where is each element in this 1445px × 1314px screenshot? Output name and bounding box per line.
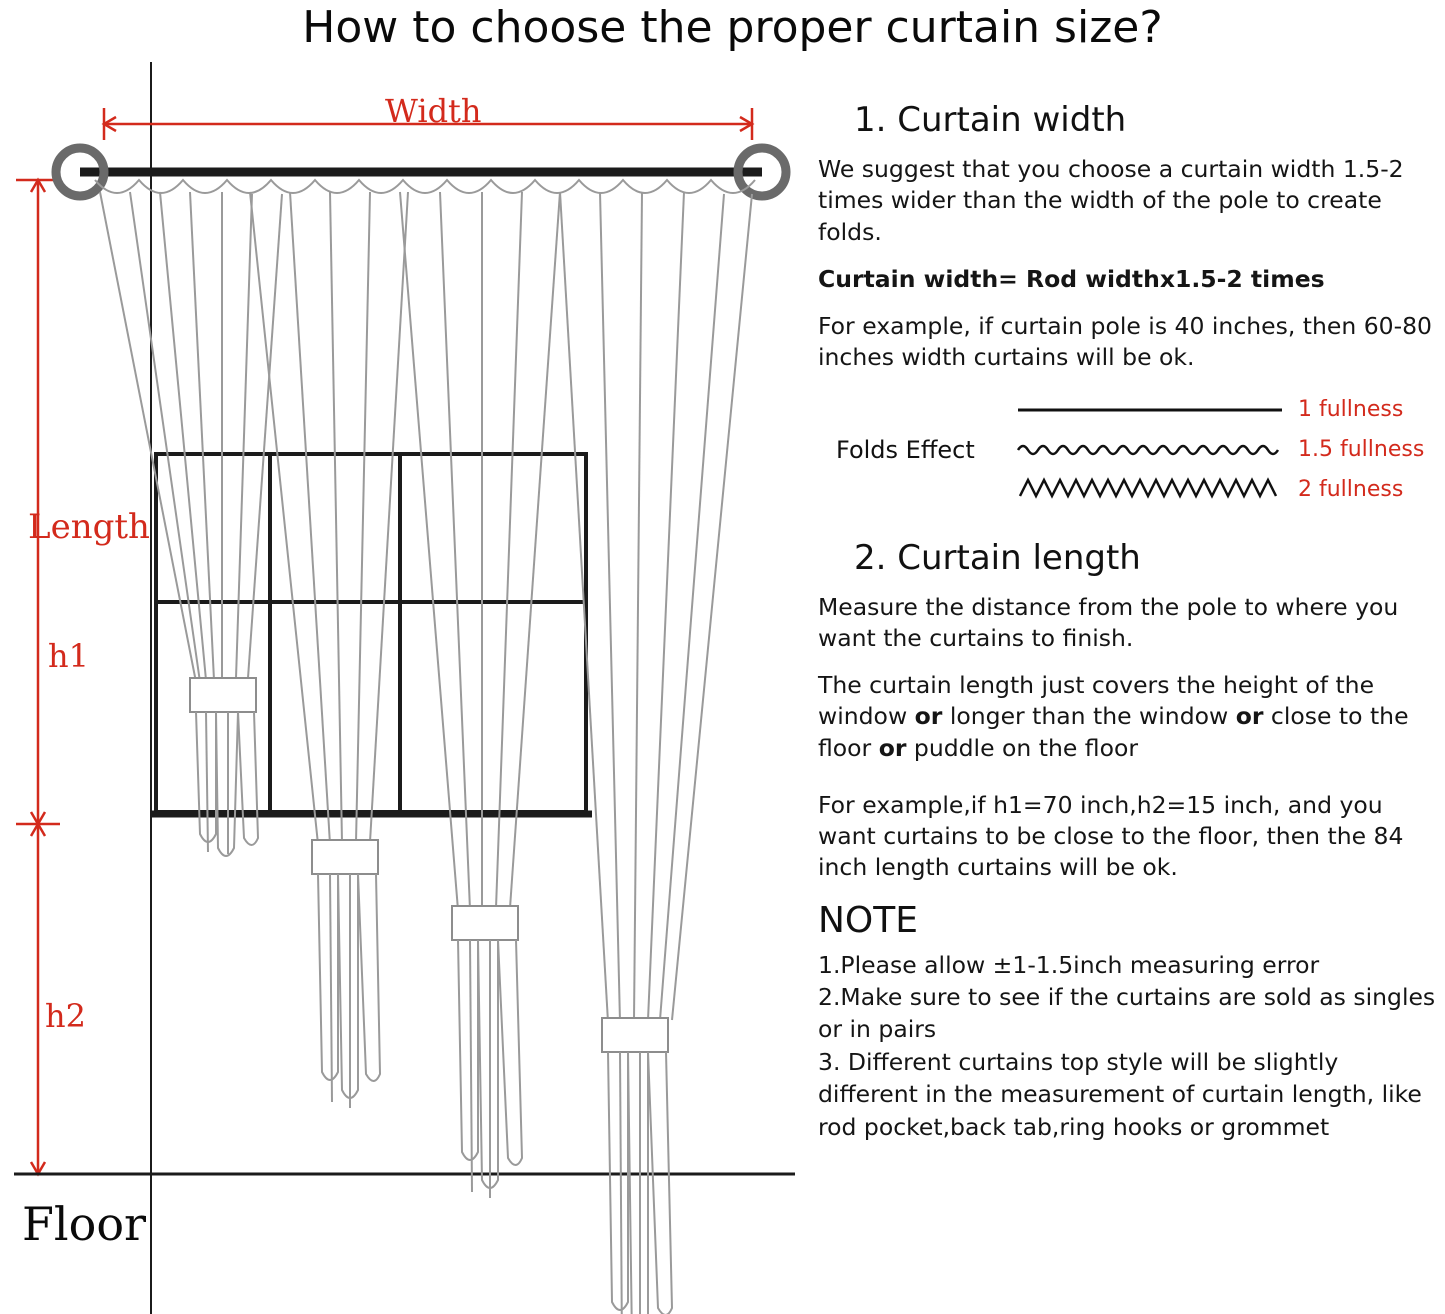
length-p2-part-7: puddle on the floor	[906, 733, 1139, 762]
width-formula	[818, 264, 1438, 295]
curtain-diagram	[0, 62, 810, 1314]
note-list	[818, 949, 1438, 1144]
label-h1: h1	[48, 637, 89, 675]
length-p2-part-5: close to the floor	[818, 702, 1409, 762]
section-heading-note: NOTE	[818, 899, 919, 941]
folds-row-2	[1014, 430, 1438, 470]
length-p2-or-1: or	[914, 702, 943, 731]
length-p2-or-3: or	[878, 733, 907, 762]
note-item-1: 1.Please allow ±1-1.5inch measuring error	[818, 950, 1320, 979]
length-p2-or-2: or	[1235, 702, 1264, 731]
label-h2: h2	[45, 997, 86, 1035]
length-paragraph-2	[818, 670, 1438, 764]
section-heading-width: 1. Curtain width	[854, 100, 1127, 140]
page-title: How to choose the proper curtain size?	[302, 2, 1163, 53]
label-floor: Floor	[22, 1197, 147, 1251]
zigzag-icon	[1014, 474, 1286, 506]
width-paragraph-2: For example, if curtain pole is 40 inches, then 60-80 inches width curtains will be ok.	[818, 312, 1432, 372]
folds-effect-label: Folds Effect	[836, 435, 975, 464]
folds-effect-group	[818, 390, 1438, 510]
width-formula-text: Curtain width= Rod widthx1.5-2 times	[818, 264, 1325, 293]
width-paragraph-1: We suggest that you choose a curtain width 1.5-2 times wider than the width of the pole to create folds.	[818, 155, 1404, 246]
label-width: Width	[385, 92, 482, 130]
folds-value-3: 2 fullness	[1298, 477, 1404, 502]
curtain-illustration	[0, 62, 810, 1314]
length-paragraph-1: Measure the distance from the pole to where you want the curtains to finish.	[818, 592, 1399, 652]
folds-row-3	[1014, 470, 1438, 510]
length-p2-part-3: longer than the window	[942, 702, 1236, 731]
length-paragraph-3: For example,if h1=70 inch,h2=15 inch, and you want curtains to be close to the floor, then the 84 inch length curtains will be ok.	[818, 790, 1404, 882]
length-p2-part-1: The curtain length just covers the height of the window	[818, 671, 1375, 731]
label-length: Length	[28, 507, 150, 547]
folds-value-2: 1.5 fullness	[1298, 437, 1425, 462]
straight-line-icon	[1014, 397, 1286, 423]
section-heading-length: 2. Curtain length	[854, 537, 1141, 578]
small-wave-icon	[1014, 437, 1286, 463]
folds-value-1: 1 fullness	[1298, 397, 1404, 422]
instructions-column	[818, 100, 1438, 1143]
note-item-3: 3. Different curtains top style will be slightly different in the measurement of curtain length, like rod pocket,back tab,ring hooks or grommet	[818, 1047, 1422, 1141]
folds-row-1	[1014, 390, 1438, 430]
note-item-2: 2.Make sure to see if the curtains are sold as singles or in pairs	[818, 982, 1436, 1044]
